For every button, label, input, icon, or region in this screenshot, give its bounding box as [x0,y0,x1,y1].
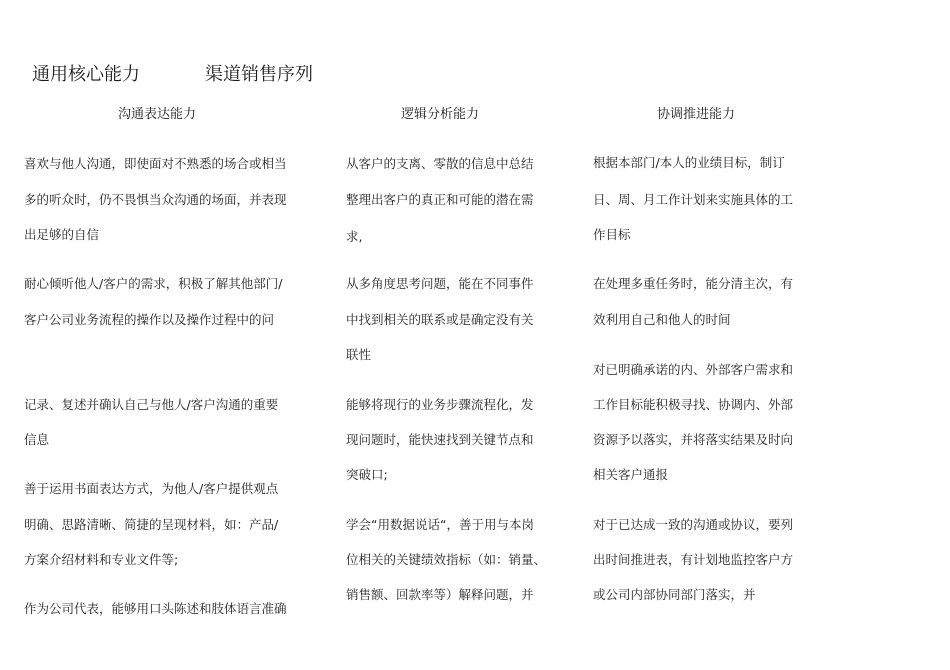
text-line: 现问题时，能快速找到关键节点和 [346,432,534,447]
text-line: 销售额、回款率等）解释问题，并 [346,587,534,602]
text-line: 对于已达成一致的沟通或协议，要列 [593,517,794,532]
text-line: 资源予以落实，并将落实结果及时向 [593,432,794,447]
column-heading-coordination: 协调推进能力 [657,107,736,122]
text-line: 在处理多重任务时，能分清主次，有 [593,276,794,291]
text-line: 对已明确承诺的内、外部客户需求和 [593,362,794,377]
page-title-row [32,62,313,88]
text-line: 能够将现行的业务步骤流程化，发 [346,397,534,412]
text-line: 方案介绍材料和专业文件等; [24,552,179,567]
text-line: 学会“用数据说话“，善于用与本岗 [346,517,534,532]
text-line: 整理出客户的真正和可能的潜在需 [346,192,534,207]
page-title: 通用核心能力 [32,64,140,85]
text-line: 作为公司代表，能够用口头陈述和肢体语言准确 [24,601,287,616]
column-heading-communication: 沟通表达能力 [118,107,197,122]
text-line: 联性 [346,347,372,362]
text-line: 或公司内部协同部门落实，并 [593,587,756,602]
text-line: 效利用自己和他人的时间 [593,312,731,327]
column-heading-logic: 逻辑分析能力 [401,107,480,122]
text-line: 作目标 [593,227,631,242]
text-line: 从多角度思考问题，能在不同事件 [346,276,534,291]
text-line: 求, [346,229,363,244]
series-title: 渠道销售序列 [205,64,313,85]
text-line: 日、周、月工作计划来实施具体的工 [593,192,794,207]
text-line: 相关客户通报 [593,467,669,482]
text-line: 工作目标能积极寻找、协调内、外部 [593,397,794,412]
text-line: 明确、思路清晰、简捷的呈现材料，如：产品/ [24,517,279,532]
text-line: 位相关的关键绩效指标（如：销量、 [346,552,547,567]
text-line: 突破口; [346,467,388,482]
text-line: 多的听众时，仍不畏惧当众沟通的场面，并表现 [24,192,287,207]
text-line: 从客户的支离、零散的信息中总结 [346,156,534,171]
text-line: 出足够的自信 [24,227,100,242]
text-line: 客户公司业务流程的操作以及操作过程中的问 [24,312,275,327]
text-line: 喜欢与他人沟通，即使面对不熟悉的场合或相当 [24,156,287,171]
text-line: 根据本部门/本人的业绩目标，制订 [593,155,785,170]
text-line: 善于运用书面表达方式，为他人/客户提供观点 [24,481,279,496]
text-line: 记录、复述并确认自己与他人/客户沟通的重要 [24,397,279,412]
text-line: 出时间推进表，有计划地监控客户方 [593,552,794,567]
text-line: 中找到相关的联系或是确定没有关 [346,312,534,327]
text-line: 信息 [24,432,50,447]
text-line: 耐心倾听他人/客户的需求，积极了解其他部门/ [24,276,283,291]
